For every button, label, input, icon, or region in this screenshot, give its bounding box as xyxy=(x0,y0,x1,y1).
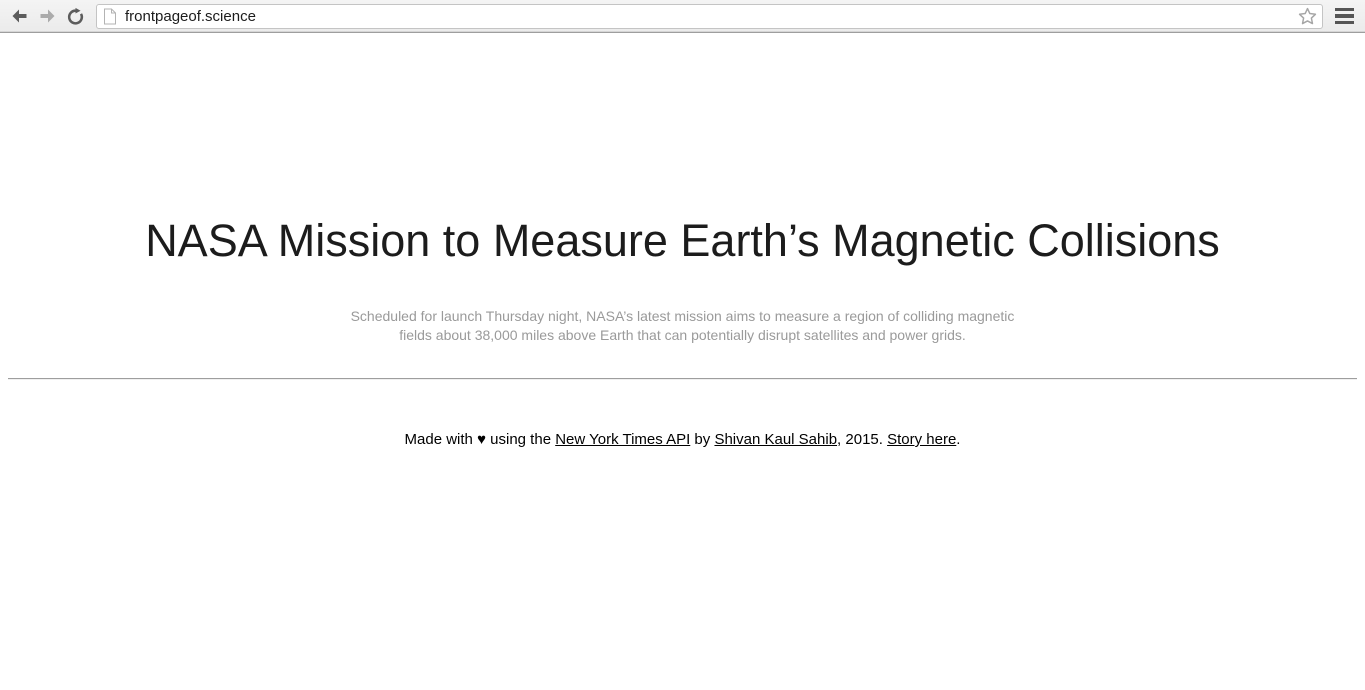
divider xyxy=(8,378,1357,380)
footer-text: . xyxy=(956,431,961,448)
footer-text: Made with xyxy=(404,431,478,448)
nyt-api-link[interactable]: New York Times API xyxy=(555,431,691,448)
story-link[interactable]: Story here xyxy=(887,431,957,448)
forward-button[interactable] xyxy=(36,5,58,27)
forward-arrow-icon xyxy=(38,7,57,25)
footer-text: , 2015. xyxy=(837,431,888,448)
page-content xyxy=(0,215,1365,448)
article-subtitle: Scheduled for launch Thursday night, NASA’s latest mission aims to measure a region of colliding magnetic fields about 38,000 miles above Earth that can potentially disrupt satellites and power grids. xyxy=(350,308,1015,343)
footer-text: by xyxy=(690,431,715,448)
hamburger-icon xyxy=(1335,14,1354,18)
address-bar[interactable] xyxy=(96,4,1323,29)
page-icon xyxy=(103,8,117,25)
author-link[interactable]: Shivan Kaul Sahib xyxy=(714,431,838,448)
footer-credit xyxy=(0,431,1365,448)
menu-button[interactable] xyxy=(1331,4,1357,28)
back-button[interactable] xyxy=(8,5,30,27)
reload-button[interactable] xyxy=(64,5,86,27)
hamburger-icon xyxy=(1335,8,1354,12)
page-title: NASA Mission to Measure Earth’s Magnetic Collisions xyxy=(145,215,1220,266)
back-arrow-icon xyxy=(10,7,29,25)
bookmark-star-icon xyxy=(1298,7,1317,26)
bookmark-button[interactable] xyxy=(1296,5,1318,27)
url-text[interactable]: frontpageof.science xyxy=(125,7,256,25)
hamburger-icon xyxy=(1335,21,1354,25)
browser-toolbar xyxy=(0,0,1365,33)
heart-icon: ♥ xyxy=(477,431,486,448)
footer-text: using the xyxy=(485,431,556,448)
reload-icon xyxy=(66,7,85,26)
